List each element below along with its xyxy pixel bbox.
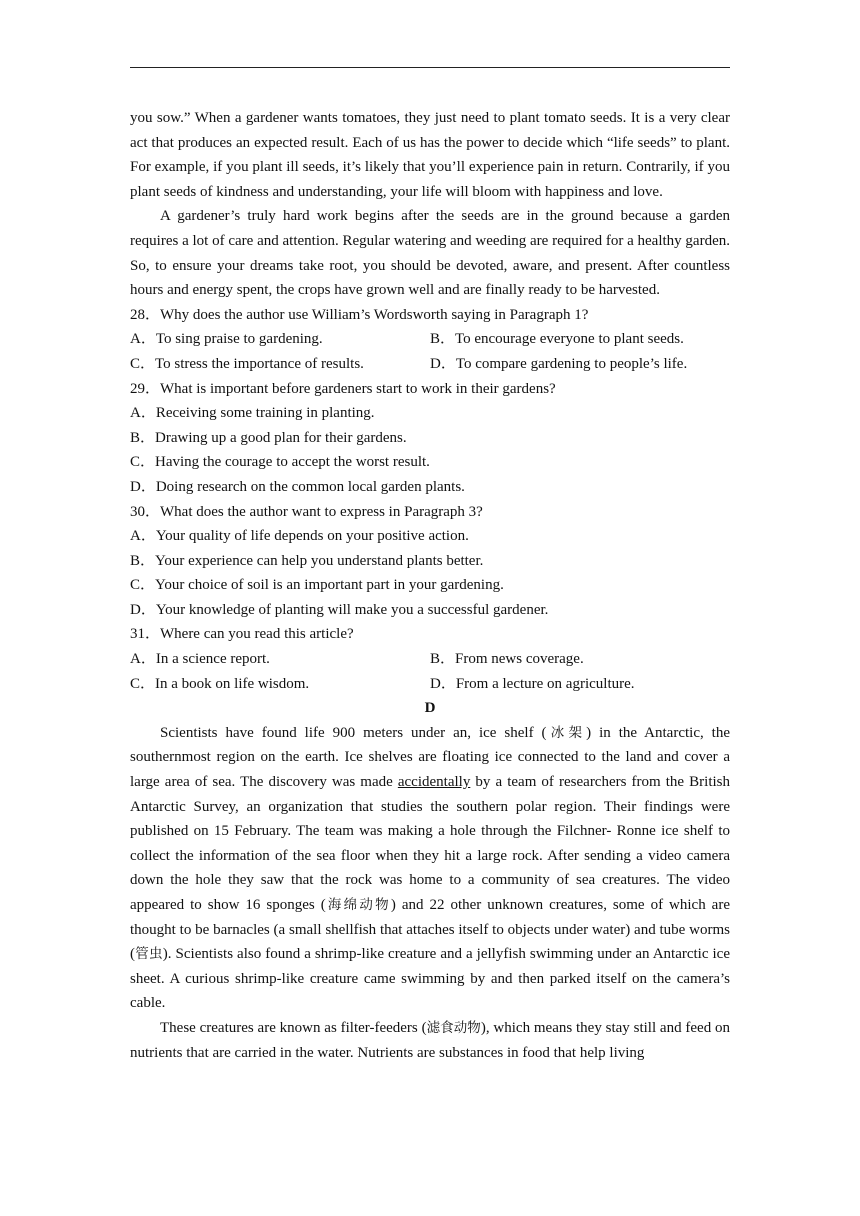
- option-31-a: A．In a science report.: [130, 651, 270, 668]
- header-rule: [130, 67, 730, 68]
- section-d-paragraph-2: [130, 1016, 730, 1065]
- section-d-paragraph-1: [130, 721, 730, 1016]
- d-p1-text-5: ). Scientists also found a shrimp-like creature and a jellyfish swimming under an Antarctic ice sheet. A curious shrimp-like creature came swimming by and then parked itself on the camera’s cable.: [130, 946, 731, 1012]
- d-p1-underlined-word: accidentally: [397, 774, 471, 791]
- section-d-heading: D: [424, 700, 436, 717]
- question-31-options-row-1: [130, 647, 730, 672]
- d-p1-text-4: ) and 22 other unknown creatures, some of which are thought to be barnacles (a small shellfish that attaches itself to objects under water) and tube worms (: [130, 897, 730, 963]
- d-p2-text-2: ), which means they stay still and feed on nutrients that are carried in the water. Nutrients are substances in food that help living: [130, 1019, 730, 1061]
- option-29-d: D．Doing research on the common local garden plants.: [130, 478, 465, 495]
- question-28-options-row-2: [130, 352, 730, 377]
- d-p1-text-2: ) in the Antarctic, the southernmost region on the earth. Ice shelves are floating ice connected to the land and cover a large area of sea. The discovery was made: [130, 724, 731, 791]
- option-28-a: A．To sing praise to gardening.: [130, 331, 323, 348]
- option-30-a: A．Your quality of life depends on your positive action.: [130, 528, 469, 545]
- option-30-b: B．Your experience can help you understand plants better.: [130, 552, 484, 569]
- option-31-c: C．In a book on life wisdom.: [130, 675, 310, 692]
- question-31-stem: 31．Where can you read this article?: [130, 626, 354, 643]
- question-31-options-row-2: [130, 672, 730, 697]
- paragraph-continued: you sow.” When a gardener wants tomatoes, they just need to plant tomato seeds. It is a very clear act that produces an expected result. Each of us has the power to decide which “life seeds” to plant. For example, if you plant ill seeds, it’s likely that you’ll experience pain in return. Contrarily, if you plant seeds of kindness and understanding, your life will bloom with happiness and love.: [130, 110, 730, 200]
- option-28-d: D．To compare gardening to people’s life.: [430, 355, 688, 372]
- option-29-b: B．Drawing up a good plan for their gardens.: [130, 429, 407, 446]
- option-30-c: C．Your choice of soil is an important part in your gardening.: [130, 577, 504, 594]
- option-29-a: A．Receiving some training in planting.: [130, 405, 375, 422]
- question-28-stem: 28．Why does the author use William’s Wordsworth saying in Paragraph 1?: [130, 306, 589, 323]
- option-29-c: C．Having the courage to accept the worst result.: [130, 454, 430, 471]
- d-p1-text-1: Scientists have found life 900 meters under an, ice shelf (: [160, 724, 547, 741]
- page-content: [130, 106, 730, 1065]
- d-p1-cjk-tube-worms: 管虫: [135, 946, 163, 963]
- d-p2-cjk-filter-feeders: 滤食动物: [426, 1019, 481, 1036]
- d-p1-cjk-ice-shelf: 冰架: [546, 724, 587, 741]
- option-31-b: B．From news coverage.: [430, 651, 584, 668]
- paragraph-gardener-work: A gardener’s truly hard work begins after the seeds are in the ground because a garden requires a lot of care and attention. Regular watering and weeding are required for a healthy garden. So, to ensure your dreams take root, you should be devoted, aware, and present. After countless hours and energy spent, the crops have grown well and are finally ready to be harvested.: [130, 208, 730, 299]
- option-28-b: B．To encourage everyone to plant seeds.: [430, 331, 684, 348]
- question-30-stem: 30．What does the author want to express in Paragraph 3?: [130, 503, 483, 520]
- option-28-c: C．To stress the importance of results.: [130, 355, 364, 372]
- d-p1-text-3: by a team of researchers from the British Antarctic Survey, an organization that studies the southern polar region. Their findings were published on 15 February. The team was making a hole through the Filchner- Ronne ice shelf to collect the information of the sea floor when they hit a large rock. After sending a video camera down the hole they saw that the rock was home to a community of sea creatures. The video appeared to show 16 sponges (: [130, 774, 731, 913]
- d-p1-cjk-sponges: 海绵动物: [325, 897, 391, 913]
- option-31-d: D．From a lecture on agriculture.: [430, 675, 635, 692]
- option-30-d: D．Your knowledge of planting will make you a successful gardener.: [130, 601, 549, 618]
- question-28-options-row-1: [130, 327, 730, 352]
- d-p2-text-1: These creatures are known as filter-feeders (: [160, 1019, 427, 1036]
- question-29-stem: 29．What is important before gardeners start to work in their gardens?: [130, 380, 556, 397]
